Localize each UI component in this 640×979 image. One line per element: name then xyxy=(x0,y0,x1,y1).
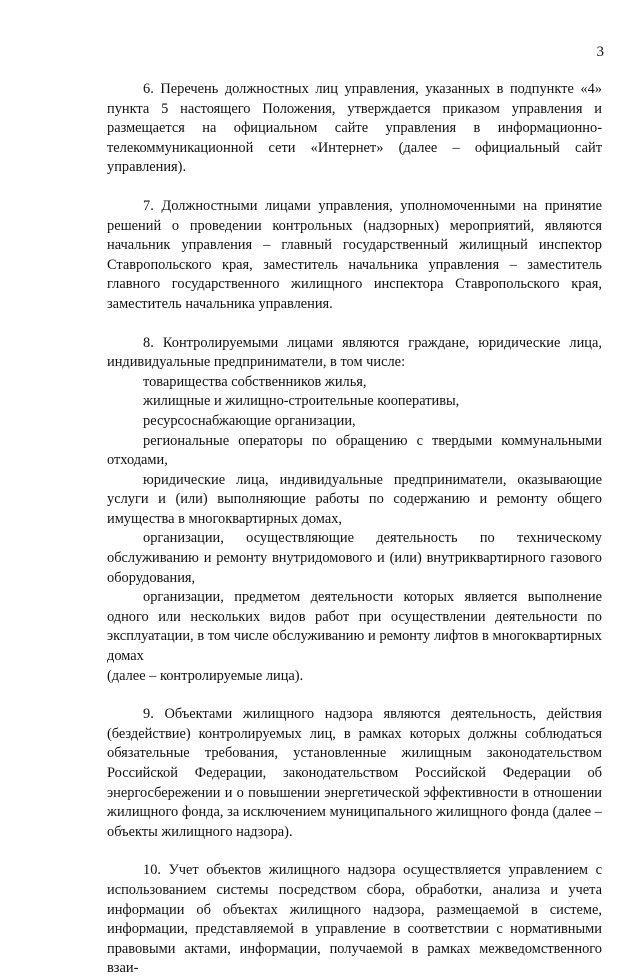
document-body xyxy=(107,80,602,979)
paragraph-7: 7. Должностными лицами управления, уполномоченными на принятие решений о проведении контрольных (надзорных) мероприятий, являются начальник управления – главный государственный жилищный инспектор Ставропольского края, заместитель начальника управления – заместитель главного государственного жилищного инспектора Ставропольского края, заместитель начальника управления. xyxy=(107,197,602,312)
list-item: организации, предметом деятельности которых является выполнение одного или нескольких видов работ при осуществлении деятельности по эксплуатации, в том числе обслуживанию и ремонту лифтов в многоквартирных домах xyxy=(107,589,602,665)
list-item: юридические лица, индивидуальные предприниматели, оказывающие услуги и (или) выполняющие работы по содержанию и ремонту общего имущества в многоквартирных домах, xyxy=(107,471,602,527)
list-item: ресурсоснабжающие организации, xyxy=(143,412,356,429)
list-item: региональные операторы по обращению с твердыми коммунальными отходами, xyxy=(107,432,602,469)
list-item: товарищества собственников жилья, xyxy=(143,373,367,390)
page-number: 3 xyxy=(596,44,604,60)
paragraph-9: 9. Объектами жилищного надзора являются деятельность, действия (бездействие) контролируемых лиц, в рамках которых должны соблюдаться обязательные требования, установленные жилищным законодательством Российской Федерации, законодательством Российской Федерации об энергосбережении и о повышении энергетической эффективности в отношении жилищного фонда, за исключением муниципального жилищного фонда (далее – объекты жилищного надзора). xyxy=(107,706,602,840)
list-item: жилищные и жилищно-строительные кооперативы, xyxy=(143,393,460,410)
paragraph-10: 10. Учет объектов жилищного надзора осуществляется управлением с использованием системы посредством сбора, обработки, анализа и учета информации об объектах жилищного надзора, размещаемой в системе, информации, представляемой в управление в соответствии с нормативными правовыми актами, информации, получаемой в рамках межведомственного взаи- xyxy=(107,862,602,977)
paragraph-6: 6. Перечень должностных лиц управления, указанных в подпункте «4» пункта 5 настоящего Положения, утверждается приказом управления и размещается на официальном сайте управления в информационно-телекоммуникационной сети «Интернет» (далее – официальный сайт управления). xyxy=(107,81,602,176)
list-item: организации, осуществляющие деятельность по техническому обслуживанию и ремонту внутридомового и (или) внутриквартирного газового оборудования, xyxy=(107,530,602,586)
paragraph-8-closing: (далее – контролируемые лица). xyxy=(107,667,304,684)
paragraph-8-intro: 8. Контролируемыми лицами являются граждане, юридические лица, индивидуальные предприниматели, в том числе: xyxy=(107,334,602,371)
